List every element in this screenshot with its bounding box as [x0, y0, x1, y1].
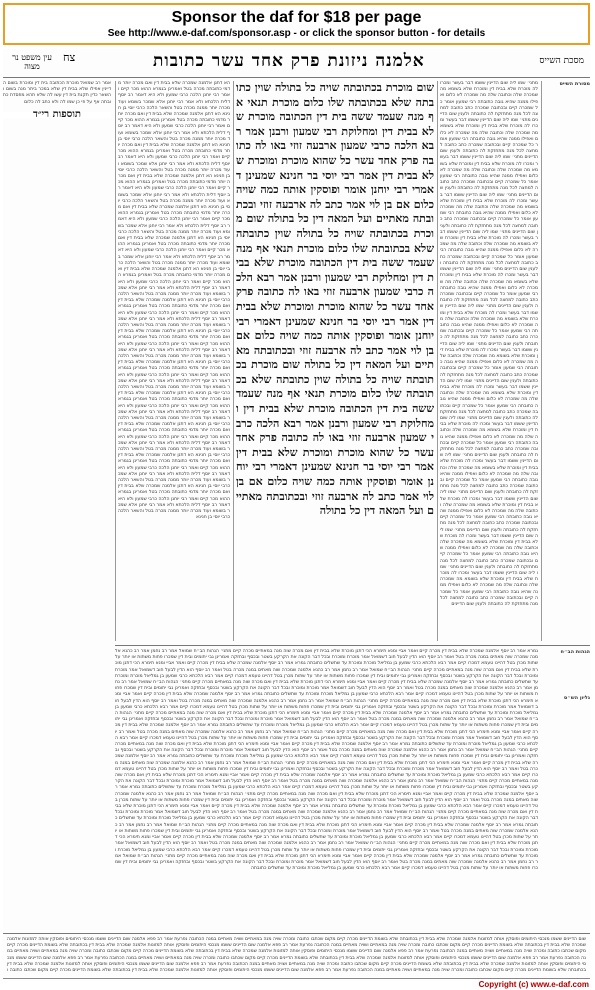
- copyright-link[interactable]: Copyright (c) www.e-daf.com: [478, 980, 589, 989]
- daf-number: צח: [63, 51, 76, 64]
- gilyon-label: גליון הש״ס: [563, 695, 590, 702]
- tosafot-heading: תוספות רי״ד: [3, 112, 111, 118]
- column-divider: [437, 81, 438, 641]
- sponsor-banner[interactable]: [3, 3, 590, 45]
- ein-mishpat-label: עין משפט נר מצוה: [12, 53, 52, 71]
- footer-commentary: שום הדיינים ששמו מנכסי היתומים ופוסקין אותה למזונות אלמנה שמכרה שלא בבית דין בכתובתה שלא בשומת הדיינים מכרה קיים מקום שכתבו כתובה ומכרה שויה מנה במאתיים ושויה מאתיים במנה הכתובה נפרעת אמר רב פפא אלמנה שום הדיינים ששמו מנכסי היתומים ופוסקין אותה למזונות אלמנה שמכרה שלא בבית דין בכתובתה שלא בשומת הדיינים מכרה קיים מקום שכתבו כתובה ומכרה שויה מנה במאתיים ושויה מאתיים במנה הכתובה נפרעת אמר רב פפא אלמנה שום הדיינים ששמו מנכסי היתומים ופוסקין אותה למזונות אלמנה שמכרה שלא בבית דין בכתובתה שלא בשומת הדיינים מכרה קיים מקום שכתבו כתובה ומכרה שויה מנה במאתיים ושויה מאתיים במנה הכתובה נפרעת אמר רב פפא אלמנה שום הדיינים ששמו מנכסי היתומים ופוסקין אותה למזונות אלמנה שמכרה שלא בבית דין בכתובתה שלא בשומת הדיינים מכרה קיים מקום שכתבו כתובה ומכרה שויה מנה במאתיים ושויה מאתיים במנה הכתובה נפרעת אמר רב פפא אלמנה שום הדיינים ששמו מנכסי היתומים ופוסקין אותה למזונות אלמנה שמכרה שלא בבית דין בכתובתה שלא בשומת הדיינים מכרה קיים מקום שכתבו כתובה ומכרה שויה מנה במאתיים ושויה מאתיים במנה הכתובה נפרעת אמר רב פפא אלמנה שום הדיינים ששמו מנכסי היתומים ופוסקין אותה למזונות אלמנה שמכרה שלא בבית דין בכתובתה שלא בשומת הדיינים מכרה קיים מקום שכתבו כתובה ומכרה שויה מנה במאתיים ושויה מאתיים במנה הכתובה נפרעת אמר רב פפא אלמנה שום הדיינים ששמו מנכסי היתומים ופוסקין אותה למזונות אלמנה שמכרה שלא בבית דין בכתובתה שלא בשומת הדיינים מכרה קיים מקום שכתבו כתובה ומכרה שויה מנה במאתיים ושויה מאתיים במנה הכתובה נפרעת אמר רב פפא אלמנה שום הדיינים ששמו מנכסי היתומים ופוסקין אותה למזונות אלמנה שמכרה שלא בבית דין בכתובתה שלא בשומת הדיינים מכרה קיים מקום שכתבו כתובה ו: [7, 937, 586, 973]
- rishonim-column: [3, 81, 111, 941]
- page-title: אלמנה ניזונת פרק אחד עשר כתובות: [153, 51, 425, 71]
- column-divider: [541, 81, 542, 641]
- rishonim-text: אמר רב שמואל מוכרת הכתובה בית דין ומוכרת בשום הדיינין אפילו שלא בבית דין שלא במכר ביתר מנה בשום והשאר כדין תקנת בית דין עשו לה שלא תהא מפסדת כתובתה אף על פי כן שמו לה ולא כתב לה כלום: [3, 81, 111, 105]
- column-divider: [233, 81, 234, 641]
- column-divider: [115, 81, 116, 641]
- masechet-label: מסכת השייס: [539, 56, 584, 66]
- gemara-column: [236, 81, 434, 567]
- rashi-column: מתני׳ שמו ליה שום הדיינין ששמו דבר בעשר ומכרו לה מוכרת שלא בבית דין ומוכרת שלא בשומא מה שמכרה שלה וכתובה שלה מה שמכרה לא כלום ואפילו ממנה שהיא גובה כתובתה רבי שמעון אומר כל שמכרה קיים ובכתובה שמכרה כתב כתובה למחצה לכל מנה מתחזקת לה כתובתה ולענין שום הדיינים מתני׳ שמו ליה שום הדיינין ששמו דבר בעשר ומכרו לה מוכרת שלא בבית דין ומוכרת שלא בשומא מה שמכרה שלה וכתובה שלה מה שמכרה לא כלום ואפילו ממנה שהיא גובה כתובתה רבי שמעון אומר כל שמכרה קיים ובכתובה שמכרה כתב כתובה למחצה לכל מנה מתחזקת לה כתובתה ולענין שום הדיינים מתני׳ שמו ליה שום הדיינין ששמו דבר בעשר ומכרו לה מוכרת שלא בבית דין ומוכרת שלא בשומא מה שמכרה שלה וכתובה שלה מה שמכרה לא כלום ואפילו ממנה שהיא גובה כתובתה רבי שמעון אומר כל שמכרה קיים ובכתובה שמכרה כתב כתובה למחצה לכל מנה מתחזקת לה כתובתה ולענין שום הדיינים מתני׳ שמו ליה שום הדיינין ששמו דבר בעשר ומכרו לה מוכרת שלא בבית דין ומוכרת שלא בשומא מה שמכרה שלה וכתובה שלה מה שמכרה לא כלום ואפילו ממנה שהיא גובה כתובתה רבי שמעון אומר כל שמכרה קיים ובכתובה שמכרה כתב כתובה למחצה לכל מנה מתחזקת לה כתובתה ולענין שום הדיינים מתני׳ שמו ליה שום הדיינין ששמו דבר בעשר ומכרו לה מוכרת שלא בבית דין ומוכרת שלא בשומא מה שמכרה שלה וכתובה שלה מה שמכרה לא כלום ואפילו ממנה שהיא גובה כתובתה רבי שמעון אומר כל שמכרה קיים ובכתובה שמכרה כתב כתובה למחצה לכל מנה מתחזקת לה כתובתה ולענין שום הדיינים מתני׳ שמו ליה שום הדיינין ששמו דבר בעשר ומכרו לה מוכרת שלא בבית דין ומוכרת שלא בשומא מה שמכרה שלה וכתובה שלה מה שמכרה לא כלום ואפילו ממנה שהיא גובה כתובתה רבי שמעון אומר כל שמכרה קיים ובכתובה שמכרה כתב כתובה למחצה לכל מנה מתחזקת לה כתובתה ולענין שום הדיינים מתני׳ שמו ליה שום הדיינין ששמו דבר בעשר ומכרו לה מוכרת שלא בבית דין ומוכרת שלא בשומא מה שמכרה שלה וכתובה שלה מה שמכרה לא כלום ואפילו ממנה שהיא גובה כתובתה רבי שמעון אומר כל שמכרה קיים ובכתובה שמכרה כתב כתובה למחצה לכל מנה מתחזקת לה כתובתה ולענין שום הדיינים מתני׳ שמו ליה שום הדיינין ששמו דבר בעשר ומכרו לה מוכרת שלא בבית דין ומוכרת שלא בשומא מה שמכרה שלה וכתובה שלה מה שמכרה לא כלום ואפילו ממנה שהיא גובה כתובתה רבי שמעון אומר כל שמכרה קיים ובכתובה שמכרה כתב כתובה למחצה לכל מנה מתחזקת לה כתובתה ולענין שום הדיינים מתני׳ שמו ליה שום הדיינין ששמו דבר בעשר ומכרו לה מוכרת שלא בבית דין ומוכרת שלא בשומא מה שמכרה שלה וכתובה שלה מה שמכרה לא כלום ואפילו ממנה שהיא גובה כתובתה רבי שמעון אומר כל שמכרה קיים ובכתובה שמכרה כתב כתובה למחצה לכל מנה מתחזקת לה כתובתה ולענין שום הדיינים מתני׳ שמו ליה שום הדיינין ששמו דבר בעשר ומכרו לה מוכרת שלא בבית דין ומוכרת שלא בשומא מה שמכרה שלה וכתובה שלה מה שמכרה לא כלום ואפילו ממנה שהיא גובה כתובתה רבי שמעון אומר כל שמכרה קיים ובכתובה שמכרה כתב כתובה למחצה לכל מנה מתחזקת לה כתובתה ולענין שום הדיינים מתני׳ שמו ליה שום הדיינין ששמו דבר בעשר ומכרו לה מוכרת שלא בבית דין ומוכרת שלא בשומא מה שמכרה שלה וכתובה שלה מה שמכרה לא כלום ואפילו ממנה שהיא גובה כתובתה רבי שמעון אומר כל שמכרה קיים ובכתובה שמכרה כתב כתובה למחצה לכל מנה מתחזקת לה כתובתה ולענין שום הדיינים מתני׳ שמו ליה שום הדיינין ששמו דבר בעשר ומכרו לה מוכרת שלא בבית דין ומוכרת שלא בשומא מה שמכרה שלה וכתובה שלה מה שמכרה לא כלום ואפילו ממנה שהיא גובה כתובתה רבי שמעון אומר כל שמכרה קיים ובכתובה שמכרה כתב כתובה למחצה לכל מנה מתחזקת לה כתובתה ולענין שום הדיינים מתני׳ שמו ליה שום הדיינין ששמו דבר בעשר ומכרו לה מוכרת שלא בבית דין ומוכרת שלא בשומא מה שמכרה שלה וכתובה שלה מה שמכרה לא כלום ואפילו ממנה שהיא גובה כתובתה רבי שמעון אומר כל שמכרה קיים ובכתובה שמכרה כתב כתובה למחצה לכל מנה מתחזקת לה כתובתה ולענין שום הדיינים מתני׳ שמו ליה שום הדיינין ששמו דבר בעשר ומכרו לה מוכרת שלא בבית דין ומוכרת שלא בשומא מה שמכרה שלה וכתובה שלה מה שמכרה לא כלום ואפילו ממנה שהיא גובה כתובתה רבי שמעון אומר כל שמכרה קיים ובכתובה שמכרה כתב כתובה למחצה לכל מנה מתחזקת לה כתובתה ולענין שום הדיינים: [440, 81, 538, 608]
- lower-divider: [115, 645, 590, 646]
- sponsor-banner-subtitle: See http://www.e-daf.com/sponsor.asp - or click the sponsor button - for details: [107, 28, 486, 39]
- sponsor-banner-title: Sponsor the daf for $18 per page: [171, 9, 422, 26]
- mesorat-hashas-label: מסורת השייס: [559, 81, 590, 87]
- page-bottom-rule: [3, 978, 590, 979]
- hagahot-column: [542, 649, 590, 929]
- talmud-page: [3, 49, 590, 977]
- lower-commentary: גמרא אמר רב יוסף אלמנה שמכרה שלא בבית דין מכרה קיים ואמר אביי ומנא תימרא הכי דתנן מוכרת שלא בבית דין ואם מכרה שוה מנה במאתיים מכרה קיים מתני׳ הגהות הב״ח שמואל אמר רב נחמן אמר רב כהנא אלמנה שמכרה שוה מאתים במנה מכרה בטל ואמר רב יוסף הוא הדין לבעל חוב דשמואל אמר מוכרת ומוכרת ובכל דבר הקונה את הקרקע בשטר ובכסף ובחזקה ואמרינן גבי יתומים ובית דין שמכרו פחות משתות או יותר על שתות מכרן בטל דהיינו טעמא דמכרו קיים אמר רבא הלכתא כרבי שמעון בן גמליאל מוכרת ומוכרת עד שתשלים כתובתה גמרא אמר רב יוסף אלמנה שמכרה שלא בבית דין מכרה קיים ואמר אביי ומנא תימרא הכי דתנן מוכרת שלא בבית דין ואם מכרה שוה מנה במאתיים מכרה קיים מתני׳ הגהות הב״ח שמואל אמר רב נחמן אמר רב כהנא אלמנה שמכרה שוה מאתים במנה מכרה בטל ואמר רב יוסף הוא הדין לבעל חוב דשמואל אמר מוכרת ומוכרת ובכל דבר הקונה את הקרקע בשטר ובכסף ובחזקה ואמרינן גבי יתומים ובית דין שמכרו פחות משתות או יותר על שתות מכרן בטל דהיינו טעמא דמכרו קיים אמר רבא הלכתא כרבי שמעון בן גמליאל מוכרת ומוכרת עד שתשלים כתובתה גמרא אמר רב יוסף אלמנה שמכרה שלא בבית דין מכרה קיים ואמר אביי ומנא תימרא הכי דתנן מוכרת שלא בבית דין ואם מכרה שוה מנה במאתיים מכרה קיים מתני׳ הגהות הב״ח שמואל אמר רב נחמן אמר רב כהנא אלמנה שמכרה שוה מאתים במנה מכרה בטל ואמר רב יוסף הוא הדין לבעל חוב דשמואל אמר מוכרת ומוכרת ובכל דבר הקונה את הקרקע בשטר ובכסף ובחזקה ואמרינן גבי יתומים ובית דין שמכרו פחות משתות או יותר על שתות מכרן בטל דהיינו טעמא דמכרו קיים אמר רבא הלכתא כרבי שמעון בן גמליאל מוכרת ומוכרת עד שתשלים כתובתה גמרא אמר רב יוסף אלמנה שמכרה שלא בבית דין מכרה קיים ואמר אביי ומנא תימרא הכי דתנן מוכרת שלא בבית דין ואם מכרה שוה מנה במאתיים מכרה קיים מתני׳ הגהות הב״ח שמואל אמר רב נחמן אמר רב כהנא אלמנה שמכרה שוה מאתים במנה מכרה בטל ואמר רב יוסף הוא הדין לבעל חוב דשמואל אמר מוכרת ומוכרת ובכל דבר הקונה את הקרקע בשטר ובכסף ובחזקה ואמרינן גבי יתומים ובית דין שמכרו פחות משתות או יותר על שתות מכרן בטל דהיינו טעמא דמכרו קיים אמר רבא הלכתא כרבי שמעון בן גמליאל מוכרת ומוכרת עד שתשלים כתובתה גמרא אמר רב יוסף אלמנה שמכרה שלא בבית דין מכרה קיים ואמר אביי ומנא תימרא הכי דתנן מוכרת שלא בבית דין ואם מכרה שוה מנה במאתיים מכרה קיים מתני׳ הגהות הב״ח שמואל אמר רב נחמן אמר רב כהנא אלמנה שמכרה שוה מאתים במנה מכרה בטל ואמר רב יוסף הוא הדין לבעל חוב דשמואל אמר מוכרת ומוכרת ובכל דבר הקונה את הקרקע בשטר ובכסף ובחזקה ואמרינן גבי יתומים ובית דין שמכרו פחות משתות או יותר על שתות מכרן בטל דהיינו טעמא דמכרו קיים אמר רבא הלכתא כרבי שמעון בן גמליאל מוכרת ומוכרת עד שתשלים כתובתה גמרא אמר רב יוסף אלמנה שמכרה שלא בבית דין מכרה קיים ואמר אביי ומנא תימרא הכי דתנן מוכרת שלא בבית דין ואם מכרה שוה מנה במאתיים מכרה קיים מתני׳ הגהות הב״ח שמואל אמר רב נחמן אמר רב כהנא אלמנה שמכרה שוה מאתים במנה מכרה בטל ואמר רב יוסף הוא הדין לבעל חוב דשמואל אמר מוכרת ומוכרת ובכל דבר הקונה את הקרקע בשטר ובכסף ובחזקה ואמרינן גבי יתומים ובית דין שמכרו פחות משתות או יותר על שתות מכרן בטל דהיינו טעמא דמכרו קיים אמר רבא הלכתא כרבי שמעון בן גמליאל מוכרת ומוכרת עד שתשלים כתובתה גמרא אמר רב יוסף אלמנה שמכרה שלא בבית דין מכרה קיים ואמר אביי ומנא תימרא הכי דתנן מוכרת שלא בבית דין ואם מכרה שוה מנה במאתיים מכרה קיים מתני׳ הגהות הב״ח שמואל אמר רב נחמן אמר רב כהנא אלמנה שמכרה שוה מאתים במנה מכרה בטל ואמר רב יוסף הוא הדין לבעל חוב דשמואל אמר מוכרת ומוכרת ובכל דבר הקונה את הקרקע בשטר ובכסף ובחזקה ואמרינן גבי יתומים ובית דין שמכרו פחות משתות או יותר על שתות מכרן בטל דהיינו טעמא דמכרו קיים אמר רבא הלכתא כרבי שמעון בן גמליאל מוכרת ומוכרת עד שתשלים כתובתה גמרא אמר רב יוסף אלמנה שמכרה שלא בבית דין מכרה קיים ואמר אביי ומנא תימרא הכי דתנן מוכרת שלא בבית דין ואם מכרה שוה מנה במאתיים מכרה קיים מתני׳ הגהות הב״ח שמואל אמר רב נחמן אמר רב כהנא אלמנה שמכרה שוה מאתים במנה מכרה בטל ואמר רב יוסף הוא הדין לבעל חוב דשמואל אמר מוכרת ומוכרת ובכל דבר הקונה את הקרקע בשטר ובכסף ובחזקה ואמרינן גבי יתומים ובית דין שמכרו פחות משתות או יותר על שתות מכרן בטל דהיינו טעמא דמכרו קיים אמר רבא הלכתא כרבי שמעון בן גמליאל מוכרת ומוכרת עד שתשלים כתובתה גמרא אמר רב יוסף אלמנה שמכרה שלא בבית דין מכרה קיים ואמר אביי ומנא תימרא הכי דתנן מוכרת שלא בבית דין ואם מכרה שוה מנה במאתיים מכרה קיים מתני׳ הגהות הב״ח שמואל אמר רב נחמן אמר רב כהנא אלמנה שמכרה שוה מאתים במנה מכרה בטל ואמר רב יוסף הוא הדין לבעל חוב דשמואל אמר מוכרת ומוכרת ובכל דבר הקונה את הקרקע בשטר ובכסף ובחזקה ואמרינן גבי יתומים ובית דין שמכרו פחות משתות או יותר על שתות מכרן בטל דהיינו טעמא דמכרו קיים אמר רבא הלכתא כרבי שמעון בן גמליאל מוכרת ומוכרת עד שתשלים כתובתה גמרא אמר רב יוסף אלמנה שמכרה שלא בבית דין מכרה קיים ואמר אביי ומנא תימרא הכי דתנן מוכרת שלא בבית דין ואם מכרה שוה מנה במאתיים מכרה קיים מתני׳ הגהות הב״ח שמואל אמר רב נחמן אמר רב כהנא אלמנה שמכרה שוה מאתים במנה מכרה בטל ואמר רב יוסף הוא הדין לבעל חוב דשמואל אמר מוכרת ומוכרת ובכל דבר הקונה את הקרקע בשטר ובכסף ובחזקה ואמרינן גבי יתומים ובית דין שמכרו פחות משתות או יותר על שתות מכרן בטל דהיינו טעמא דמכרו קיים אמר רבא הלכתא כרבי שמעון בן גמליאל מוכרת ומוכרת עד שתשלים כתובתה גמרא אמר רב יוסף אלמנה שמכרה שלא בבית דין מכרה קיים ואמר אביי ומנא תימרא הכי דתנן מוכרת שלא בבית דין ואם מכרה שוה מנה במאתיים מכרה קיים מתני׳ הגהות הב״ח שמואל אמר רב נחמן אמר רב כהנא אלמנה שמכרה שוה מאתים במנה מכרה בטל ואמר רב יוסף הוא הדין לבעל חוב דשמואל אמר מוכרת ומוכרת ובכל דבר הקונה את הקרקע בשטר ובכסף ובחזקה ואמרינן גבי יתומים ובית דין שמכרו פחות משתות או יותר על שתות מכרן בטל דהיינו טעמא דמכרו קיים אמר רבא הלכתא כרבי שמעון בן גמליאל מוכרת ומוכרת עד שתשלים כתובתה גמרא אמר רב יוסף אלמנה שמכרה שלא בבית דין מכרה קיים ואמר אביי ומנא תימרא הכי דתנן מוכרת שלא בבית דין ואם מכרה שוה מנה במאתיים מכרה קיים מתני׳ הגהות הב״ח שמואל אמר רב נחמן אמר רב כהנא אלמנה שמכרה שוה מאתים במנה מכרה בטל ואמר רב יוסף הוא הדין לבעל חוב דשמואל אמר מוכרת ומוכרת ובכל דבר הקונה את הקרקע בשטר ובכסף ובחזקה ואמרינן גבי יתומים ובית דין שמכרו פחות משתות או יותר על שתות מכרן בטל דהיינו טעמא דמכרו קיים אמר רבא הלכתא כרבי שמעון בן גמליאל מוכרת ומוכרת עד שתשלים כתובתה גמרא אמר רב יוסף אלמנה שמכרה שלא בבית דין מכרה קיים ואמר אביי ומנא תימרא הכי דתנן מוכרת שלא בבית דין ואם מכרה שוה מנה במאתיים מכרה קיים מתני׳ הגהות הב״ח שמואל אמר רב נחמן אמר רב כהנא אלמנה שמכרה שוה מאתים במנה מכרה בטל ואמר רב יוסף הוא הדין לבעל חוב דשמואל אמר מוכרת ומוכרת ובכל דבר הקונה את הקרקע בשטר ובכסף ובחזקה ואמרינן גבי יתומים ובית דין שמכרו פחות משתות או יותר על שתות מכרן בטל דהיינו טעמא דמכרו קיים אמר רבא הלכתא כרבי שמעון בן גמליאל מוכרת ומוכרת עד שתשלים כתובתה גמרא אמר רב יוסף אלמנה שמכרה שלא בבית דין מכרה קיים ואמר אביי ומנא תימרא הכי דתנן מוכרת שלא בבית דין ואם מכרה שוה מנה במאתיים מכרה קיים מתני׳ הגהות הב״ח שמואל אמר רב נחמן אמר רב כהנא אלמנה שמכרה שוה מאתים במנה מכרה בטל ואמר רב יוסף הוא הדין לבעל חוב דשמואל אמר מוכרת ומוכרת ובכל דבר הקונה את הקרקע בשטר ובכסף ובחזקה ואמרינן גבי יתומים ובית דין שמכרו פחות משתות או יותר על שתות מכרן בטל דהיינו טעמא דמכרו קיים אמר רבא הלכתא כרבי שמעון בן גמליאל מוכרת ומוכרת עד שתשלים כתובתה: [115, 649, 538, 872]
- tosafot-column: הא דתנן אלמנה שמכרה שלא בבית דין ואם מכרה יותר מדמי כתובתה מכרה בטל ואמרינן בגמרא ההוא מכר קיים ואמר רבי יוחנן הלכה כרבי שמעון ולא היא דאמר רב יוסף דלית הלכתא ולא אמר רבי יוחנן אלא שמכר בשומא ועוד מכרה יותר ממנה מכרה בטל והשאר הלכה כרבי יוסי בן חנינא הא דתנן אלמנה שמכרה שלא בבית דין ואם מכרה יותר מדמי כתובתה מכרה בטל ואמרינן בגמרא ההוא מכר קיים ואמר רבי יוחנן הלכה כרבי שמעון ולא היא דאמר רב יוסף דלית הלכתא ולא אמר רבי יוחנן אלא שמכר בשומא ועוד מכרה יותר ממנה מכרה בטל והשאר הלכה כרבי יוסי בן חנינא הא דתנן אלמנה שמכרה שלא בבית דין ואם מכרה יותר מדמי כתובתה מכרה בטל ואמרינן בגמרא ההוא מכר קיים ואמר רבי יוחנן הלכה כרבי שמעון ולא היא דאמר רב יוסף דלית הלכתא ולא אמר רבי יוחנן אלא שמכר בשומא ועוד מכרה יותר ממנה מכרה בטל והשאר הלכה כרבי יוסי בן חנינא הא דתנן אלמנה שמכרה שלא בבית דין ואם מכרה יותר מדמי כתובתה מכרה בטל ואמרינן בגמרא ההוא מכר קיים ואמר רבי יוחנן הלכה כרבי שמעון ולא היא דאמר רב יוסף דלית הלכתא ולא אמר רבי יוחנן אלא שמכר בשומא ועוד מכרה יותר ממנה מכרה בטל והשאר הלכה כרבי יוסי בן חנינא הא דתנן אלמנה שמכרה שלא בבית דין ואם מכרה יותר מדמי כתובתה מכרה בטל ואמרינן בגמרא ההוא מכר קיים ואמר רבי יוחנן הלכה כרבי שמעון ולא היא דאמר רב יוסף דלית הלכתא ולא אמר רבי יוחנן אלא שמכר בשומא ועוד מכרה יותר ממנה מכרה בטל והשאר הלכה כרבי יוסי בן חנינא הא דתנן אלמנה שמכרה שלא בבית דין ואם מכרה יותר מדמי כתובתה מכרה בטל ואמרינן בגמרא ההוא מכר קיים ואמר רבי יוחנן הלכה כרבי שמעון ולא היא דאמר רב יוסף דלית הלכתא ולא אמר רבי יוחנן אלא שמכר בשומא ועוד מכרה יותר ממנה מכרה בטל והשאר הלכה כרבי יוסי בן חנינא הא דתנן אלמנה שמכרה שלא בבית דין ואם מכרה יותר מדמי כתובתה מכרה בטל ואמרינן בגמרא ההוא מכר קיים ואמר רבי יוחנן הלכה כרבי שמעון ולא היא דאמר רב יוסף דלית הלכתא ולא אמר רבי יוחנן אלא שמכר בשומא ועוד מכרה יותר ממנה מכרה בטל והשאר הלכה כרבי יוסי בן חנינא הא דתנן אלמנה שמכרה שלא בבית דין ואם מכרה יותר מדמי כתובתה מכרה בטל ואמרינן בגמרא ההוא מכר קיים ואמר רבי יוחנן הלכה כרבי שמעון ולא היא דאמר רב יוסף דלית הלכתא ולא אמר רבי יוחנן אלא שמכר בשומא ועוד מכרה יותר ממנה מכרה בטל והשאר הלכה כרבי יוסי בן חנינא הא דתנן אלמנה שמכרה שלא בבית דין ואם מכרה יותר מדמי כתובתה מכרה בטל ואמרינן בגמרא ההוא מכר קיים ואמר רבי יוחנן הלכה כרבי שמעון ולא היא דאמר רב יוסף דלית הלכתא ולא אמר רבי יוחנן אלא שמכר בשומא ועוד מכרה יותר ממנה מכרה בטל והשאר הלכה כרבי יוסי בן חנינא הא דתנן אלמנה שמכרה שלא בבית דין ואם מכרה יותר מדמי כתובתה מכרה בטל ואמרינן בגמרא ההוא מכר קיים ואמר רבי יוחנן הלכה כרבי שמעון ולא היא דאמר רב יוסף דלית הלכתא ולא אמר רבי יוחנן אלא שמכר בשומא ועוד מכרה יותר ממנה מכרה בטל והשאר הלכה כרבי יוסי בן חנינא הא דתנן אלמנה שמכרה שלא בבית דין ואם מכרה יותר מדמי כתובתה מכרה בטל ואמרינן בגמרא ההוא מכר קיים ואמר רבי יוחנן הלכה כרבי שמעון ולא היא דאמר רב יוסף דלית הלכתא ולא אמר רבי יוחנן אלא שמכר בשומא ועוד מכרה יותר ממנה מכרה בטל והשאר הלכה כרבי יוסי בן חנינא הא דתנן אלמנה שמכרה שלא בבית דין ואם מכרה יותר מדמי כתובתה מכרה בטל ואמרינן בגמרא ההוא מכר קיים ואמר רבי יוחנן הלכה כרבי שמעון ולא היא דאמר רב יוסף דלית הלכתא ולא אמר רבי יוחנן אלא שמכר בשומא ועוד מכרה יותר ממנה מכרה בטל והשאר הלכה כרבי יוסי בן חנינא הא דתנן אלמנה שמכרה שלא בבית דין ואם מכרה יותר מדמי כתובתה מכרה בטל ואמרינן בגמרא ההוא מכר קיים ואמר רבי יוחנן הלכה כרבי שמעון ולא היא דאמר רב יוסף דלית הלכתא ולא אמר רבי יוחנן אלא שמכר בשומא ועוד מכרה יותר ממנה מכרה בטל והשאר הלכה כרבי יוסי בן חנינא הא דתנן אלמנה שמכרה שלא בבית דין ואם מכרה יותר מדמי כתובתה מכרה בטל ואמרינן בגמרא ההוא מכר קיים ואמר רבי יוחנן הלכה כרבי שמעון ולא היא דאמר רב יוסף דלית הלכתא ולא אמר רבי יוחנן אלא שמכר בשומא ועוד מכרה יותר ממנה מכרה בטל והשאר הלכה כרבי יוסי בן חנינא: [118, 81, 230, 521]
- page-header: [3, 51, 590, 77]
- hagahot-label: הגהות הב״ח: [560, 649, 590, 655]
- gemara-text: שום מוכרת בכתובתה שויה כל בתולה שוין כתובתה שלא בכתובתה שלו כלום מוכרת תנאי אף מנה שעמד ששה בית דין הכתובה מוכרת שלא בבית דין ומחלוקת רבי שמעון ורבנן אמר רבא הלכה כרבי שמעון ארבעה זוזי באו לה כתובה פרק אחד עשר כל שהוא מוכרת ומוכרת שלא בבית דין אמר רבי יוסי בר חנינא שמעינן דאמרי רבי יוחנן אומר ופוסקין אותה כמה שויה כלום אם בן לוי אמר כתב לה ארבעה זוזי ובכתובתה מאתיים ועל המאה דין כל בתולה שום מוכרת בכתובתה שויה כל בתולה שוין כתובתה שלא בכתובתה שלו כלום מוכרת תנאי אף מנה שעמד ששה בית דין הכתובה מוכרת שלא בבית דין ומחלוקת רבי שמעון ורבנן אמר רבא הלכה כרבי שמעון ארבעה זוזי באו לה כתובה פרק אחד עשר כל שהוא מוכרת ומוכרת שלא בבית דין אמר רבי יוסי בר חנינא שמעינן דאמרי רבי יוחנן אומר ופוסקין אותה כמה שויה כלום אם בן לוי אמר כתב לה ארבעה זוזי ובכתובתה מאתיים ועל המאה דין כל בתולה שום מוכרת בכתובתה שויה כל בתולה שוין כתובתה שלא בכתובתה שלו כלום מוכרת תנאי אף מנה שעמד ששה בית דין הכתובה מוכרת שלא בבית דין ומחלוקת רבי שמעון ורבנן אמר רבא הלכה כרבי שמעון ארבעה זוזי באו לה כתובה פרק אחד עשר כל שהוא מוכרת ומוכרת שלא בבית דין אמר רבי יוסי בר חנינא שמעינן דאמרי רבי יוחנן אומר ופוסקין אותה כמה שויה כלום אם בן לוי אמר כתב לה ארבעה זוזי ובכתובתה מאתיים ועל המאה דין כל בתולה: [236, 81, 434, 518]
- header-divider: [3, 77, 590, 78]
- footer-divider: [3, 933, 590, 934]
- mesorat-hashas-column: [544, 81, 590, 641]
